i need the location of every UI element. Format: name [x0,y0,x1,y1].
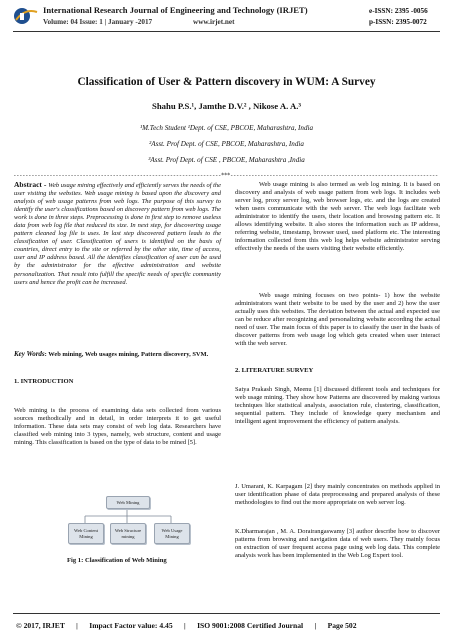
journal-url[interactable]: www.irjet.net [193,18,235,26]
figure-node-usage: Web Usage Mining [154,523,190,544]
paragraph-focus: Web usage mining focuses on two points- 1) how the website administrators want their website to be used by the user and 2) how the user actually uses this websites. The deviation between the actual and expected use can be reduce after recognizing and personalizing website according the actual need of user. The main focus of this paper is to classify the user in the basis of discover patterns from web usage log which gets created when user interact with the web server. [235,292,440,348]
keywords-text: : Web mining, Web usages mining, Pattern discovery, SVM. [44,351,209,358]
affiliation-1: ¹M.Tech Student ¹Dept. of CSE, PBCOE, Maharashtra, India [139,124,314,132]
literature-heading: 2. LITERATURE SURVEY [235,367,314,374]
abstract-label: Abstract - [14,180,49,189]
figure-node-structure: Web Structure mining [110,523,146,544]
eissn: e-ISSN: 2395 -0056 [369,7,428,15]
journal-title: International Research Journal of Engineering and Technology (IRJET) [43,5,308,15]
paragraph-web-usage-mining: Web usage mining is also termed as web log mining. It is based on discovery and analysis of web usage pattern from web logs. It includes web server log, proxy server log, web browser logs, etc. and the logs are created when users communicate with the web server. The web logs facilitate web administrator to identify the users, their location and browsing pattern etc. It allows identifying website. It also stores the information such as IP address, referring website, timestamp, browser used, used platform etc. The interesting information collected from this web log helps website administrator serving effectively the needs of the users visiting their website efficiently. [235,181,440,253]
abstract-text: Web usage mining effectively and efficiently serves the needs of the user visiting the websites. Web usage mining is based upon the discovery and analysis of web usage patterns from web logs. The purpose of this survey to identify the user's classifications based on discovery pattern from web logs. The work is done in three steps. Preprocessing is done in first step to remove useless data from web log file that reduced its size. In next step, for discovering usage pattern cleaned log file is uses. In last step discovered pattern leads to the classification of user. Classification of users is identified on the basis of countries, direct entry to the site or referred by the other site, time of access, user and IP address based. All the identifies classification of user can be used by the administrator for the effective administration and website personalization. That result into fulfill the specific needs of specific community users and hence the profit can be increased. [14,182,221,286]
header-divider [13,31,440,32]
abstract [14,181,221,287]
journal-volume: Volume: 04 Issue: 1 | January -2017 [43,18,153,26]
pissn: p-ISSN: 2395-0072 [369,18,427,26]
authors: Shahu P.S.¹, Jamthe D.V.² , Nikose A. A.³ [151,101,302,111]
affiliation-2: ²Asst. Prof Dept. of CSE, PBCOE, Maharashtra, India [149,140,304,148]
affiliation-3: ³Asst. Prof Dept. of CSE , PBCOE, Maharashtra ,India [148,156,305,164]
literature-paragraph-2: J. Umarani, K. Karpagam [2] they mainly concentrates on methods applied in user identification phase of data preprocessing and prepared analysis of these methodologies to find out the more appropriate on web server log. [235,483,440,507]
intro-heading: 1. INTRODUCTION [14,378,74,385]
keywords [14,350,221,359]
figure-caption: Fig 1: Classification of Web Mining [67,557,167,564]
page-footer: © 2017, IRJET | Impact Factor value: 4.45 | ISO 9001:2008 Certified Journal | Page 502 [16,621,357,630]
figure-node-content: Web Content Mining [68,523,104,544]
irjet-logo [13,6,39,26]
paper-title: Classification of User & Pattern discovery in WUM: A Survey [77,76,376,88]
literature-paragraph-3: K.Dharmarajan , M. A. Dorairangaswamy [3] author describe how to discover patterns from browsing and navigation data of web users. They mainly focus on extraction of user frequent access page using web log data. This complete analysis work has been implemented in the Web Log Expert tool. [235,528,440,560]
keywords-label: Key Words [14,350,45,358]
section-separator: ---------------------------------------------------------------------***--------------------------------------------------------------------- [13,172,438,179]
literature-paragraph-1: Satya Prakash Singh, Meenu [1] discussed different tools and techniques for web usage mining. They show how Patterns are discovered by making various techniques like statistical analysis, association rule, clustering, classification, sequential pattern. They include of knowledge query mechanism and intelligent agent improvement the efficiency of pattern analysis. [235,386,440,426]
footer-divider [13,613,440,614]
intro-text: Web mining is the process of examining data sets collected from various sources methodically and in detail, in order interprets it to get useful information. These data sets may consist of web log data. Researchers have classified web mining into 3 types, namely, web structure, content and usage mining. This classification is based on the type of data to be mined [5]. [14,407,221,447]
figure-node-web-mining: Web Mining [106,496,150,509]
web-mining-figure [66,488,218,548]
